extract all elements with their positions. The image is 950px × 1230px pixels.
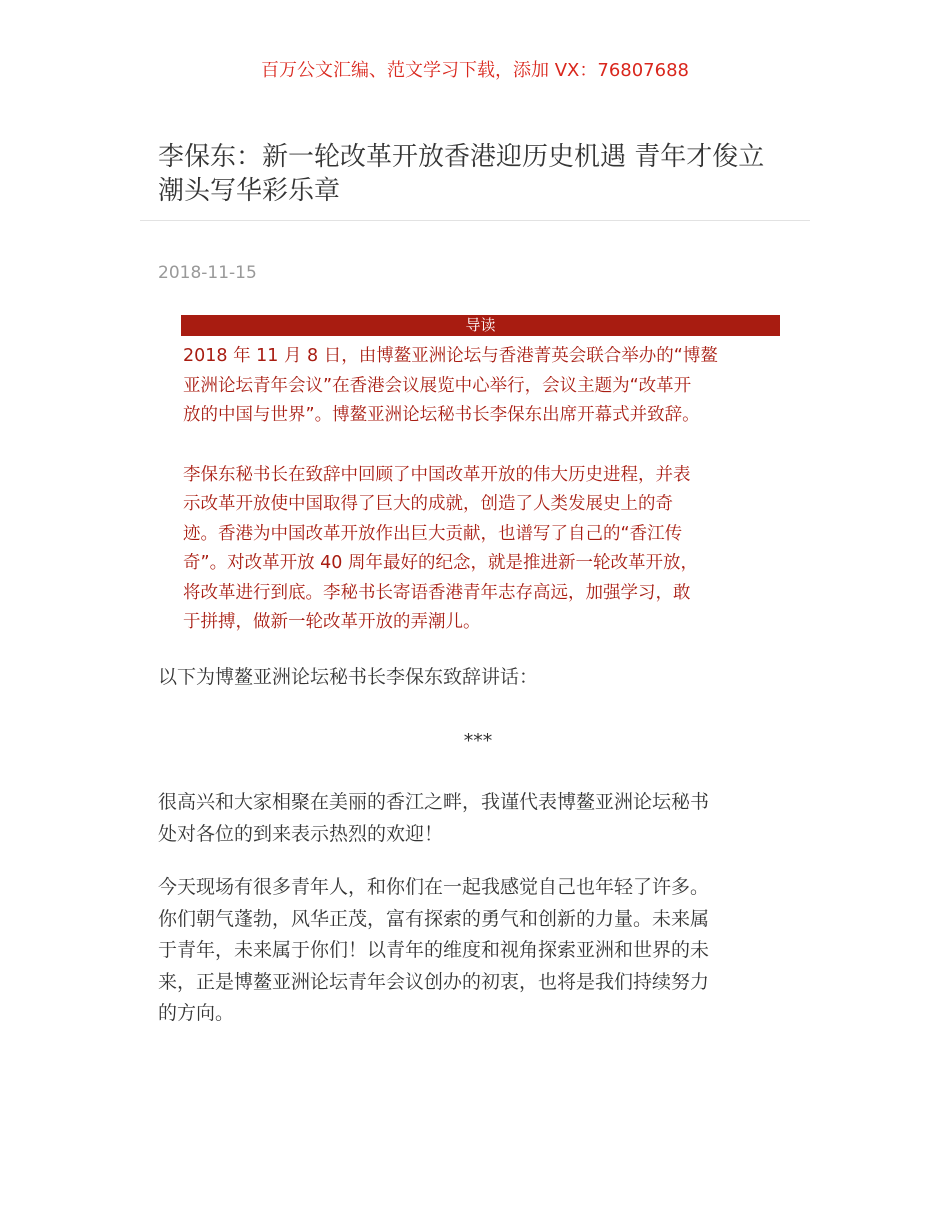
intro-line: 以下为博鳌亚洲论坛秘书长李保东致辞讲话：	[158, 666, 539, 688]
separator: ***	[463, 729, 493, 752]
article-body	[158, 662, 798, 1030]
article-title: 李保东：新一轮改革开放香港迎历史机遇 青年才俊立 潮头写华彩乐章	[158, 142, 765, 206]
guide-box	[181, 315, 780, 638]
body-paragraph: 今天现场有很多青年人，和你们在一起我感觉自己也年轻了许多。 你们朝气蓬勃，风华正茂，富有探索的勇气和创新的力量。未来属 于青年，未来属于你们！以青年的维度和视角探索亚洲和世界的未 来，正是博鳌亚洲论坛青年会议创办的初衷，也将是我们持续努力 的方向。	[158, 876, 710, 1024]
promo-header: 百万公文汇编、范文学习下载，添加 VX：76807688	[261, 60, 689, 81]
guide-paragraph: 李保东秘书长在致辞中回顾了中国改革开放的伟大历史进程，并表 示改革开放使中国取得了巨大的成就，创造了人类发展史上的奇 迹。香港为中国改革开放作出巨大贡献，也谱写了自己的“香江传 奇”。对改革开放 40 周年最好的纪念，就是推进新一轮改革开放， 将改革进行到底。李秘书长寄语香港青年志存高远，加强学习，敢 于拼搏，做新一轮改革开放的弄潮儿。	[183, 464, 698, 632]
guide-label: 导读	[181, 315, 780, 336]
title-divider	[140, 220, 810, 221]
guide-paragraph: 2018 年 11 月 8 日，由博鳌亚洲论坛与香港菁英会联合举办的“博鳌 亚洲论坛青年会议”在香港会议展览中心举行，会议主题为“改革开 放的中国与世界”。博鳌亚洲论坛秘书长李保东出席开幕式并致辞。	[183, 346, 718, 425]
body-paragraph: 很高兴和大家相聚在美丽的香江之畔，我谨代表博鳌亚洲论坛秘书 处对各位的到来表示热烈的欢迎！	[158, 791, 710, 845]
article-date: 2018-11-15	[158, 263, 257, 283]
